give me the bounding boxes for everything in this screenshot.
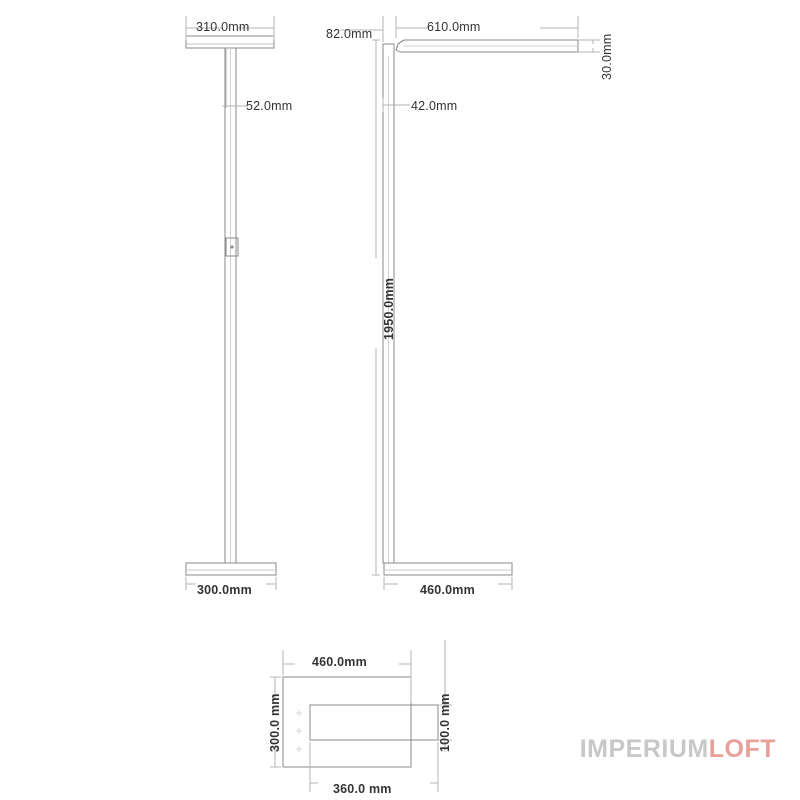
label-top-head-width: 100.0 mm <box>438 693 452 752</box>
side-dim-42 <box>383 98 410 112</box>
side-view-head-arm <box>396 40 578 52</box>
label-top-base-length: 360.0 mm <box>333 782 392 796</box>
brand-part2: LOFT <box>708 735 776 763</box>
label-side-total-height: 1950.0mm <box>382 277 396 340</box>
label-top-head-length: 460.0mm <box>312 655 367 669</box>
side-dim-1950 <box>372 40 380 575</box>
front-dim-52 <box>222 48 248 108</box>
label-front-base-width: 300.0mm <box>197 583 252 597</box>
top-view-center-marks <box>296 710 302 752</box>
front-view-base <box>186 563 276 575</box>
label-side-base-depth: 460.0mm <box>420 583 475 597</box>
label-side-column-width: 42.0mm <box>411 99 458 113</box>
top-view-head-plate <box>310 705 438 740</box>
front-view-column <box>225 48 236 563</box>
brand-watermark <box>580 735 776 764</box>
front-view-head <box>186 36 274 48</box>
label-front-head-depth: 52.0mm <box>246 99 293 113</box>
top-view-base-plate <box>283 677 411 767</box>
label-side-head-back: 82.0mm <box>326 27 373 41</box>
brand-part1: IMPERIUM <box>579 735 709 763</box>
side-dim-610 <box>396 16 578 38</box>
label-side-head-height: 30.0mm <box>600 33 614 80</box>
side-dim-30 <box>578 40 600 52</box>
label-front-head-width: 310.0mm <box>196 20 250 34</box>
side-view-base <box>384 563 512 575</box>
label-top-base-depth: 300.0 mm <box>268 693 282 752</box>
label-side-head-length: 610.0mm <box>427 20 481 34</box>
